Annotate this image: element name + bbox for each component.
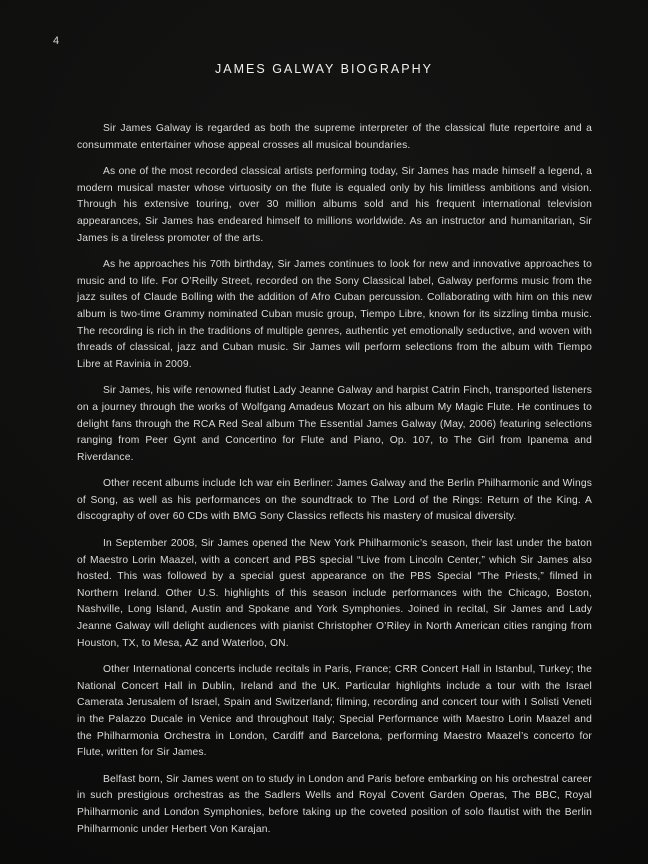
page-title: JAMES GALWAY BIOGRAPHY (215, 62, 433, 76)
paragraph: In September 2008, Sir James opened the New York Philharmonic’s season, their last under the baton of Maestro Lorin Maazel, with a concert and PBS special “Live from Lincoln Center,” which Sir James also hosted. This was followed by a special guest appearance on the PBS Special “The Priests,” filmed in Northern Ireland. Other U.S. highlights of this season include performances with the Chicago, Boston, Nashville, Long Island, Austin and Spokane and York Symphonies. Joined in recital, Sir James and Lady Jeanne Galway will delight audiences with pianist Christopher O’Riley in North American cities ranging from Houston, TX, to Mesa, AZ and Waterloo, ON. (77, 538, 592, 649)
paragraph: Other recent albums include Ich war ein Berliner: James Galway and the Berlin Philharmonic and Wings of Song, as well as his performances on the soundtrack to The Lord of the Rings: Return of the King. A discography of over 60 CDs with BMG Sony Classics reflects his mastery of musical diversity. (77, 478, 592, 523)
paragraph: As he approaches his 70th birthday, Sir James continues to look for new and innovative approaches to music and to life. For O’Reilly Street, recorded on the Sony Classical label, Galway performs music from the jazz suites of Claude Bolling with the addition of Afro Cuban percussion. Collaborating with him on this new album is two-time Grammy nominated Cuban music group, Tiempo Libre, known for its sizzling timba music. The recording is rich in the traditions of multiple genres, authentic yet emotionally seductive, and woven with threads of classical, jazz and Cuban music. Sir James will perform selections from the album with Tiempo Libre at Ravinia in 2009. (77, 259, 592, 370)
paragraph: Belfast born, Sir James went on to study in London and Paris before embarking on his orchestral career in such prestigious orchestras as the Sadlers Wells and Royal Covent Garden Operas, The BBC, Royal Philharmonic and London Symphonies, before taking up the coveted position of solo flautist with the Berlin Philharmonic under Herbert Von Karajan. (77, 773, 592, 835)
paragraph: Sir James Galway is regarded as both the supreme interpreter of the classical flute repertoire and a consummate entertainer whose appeal crosses all musical boundaries. (77, 123, 592, 151)
paragraph: Sir James, his wife renowned flutist Lady Jeanne Galway and harpist Catrin Finch, transported listeners on a journey through the works of Wolfgang Amadeus Mozart on his album My Magic Flute. He continues to delight fans through the RCA Red Seal album The Essential James Galway (May, 2006) featuring selections ranging from Peer Gynt and Concertino for Flute and Piano, Op. 107, to The Girl from Ipanema and Riverdance. (77, 385, 592, 463)
paragraph: Other International concerts include recitals in Paris, France; CRR Concert Hall in Istanbul, Turkey; the National Concert Hall in Dublin, Ireland and the UK. Particular highlights include a tour with the Israel Camerata Jerusalem of Israel, Spain and Switzerland; filming, recording and concert tour with I Solisti Veneti in the Palazzo Ducale in Venice and throughout Italy; Special Performance with Maestro Lorin Maazel and the Philharmonia Orchestra in London, Cardiff and Barcelona, performing Maestro Maazel’s concerto for Flute, written for Sir James. (77, 664, 592, 759)
paragraph: As one of the most recorded classical artists performing today, Sir James has made himself a legend, a modern musical master whose virtuosity on the flute is equaled only by his limitless ambitions and vision. Through his extensive touring, over 30 million albums sold and his frequent international television appearances, Sir James has endeared himself to millions worldwide. As an instructor and humanitarian, Sir James is a tireless promoter of the arts. (77, 166, 592, 244)
page-number: 4 (53, 35, 60, 47)
biography-body (77, 121, 592, 848)
